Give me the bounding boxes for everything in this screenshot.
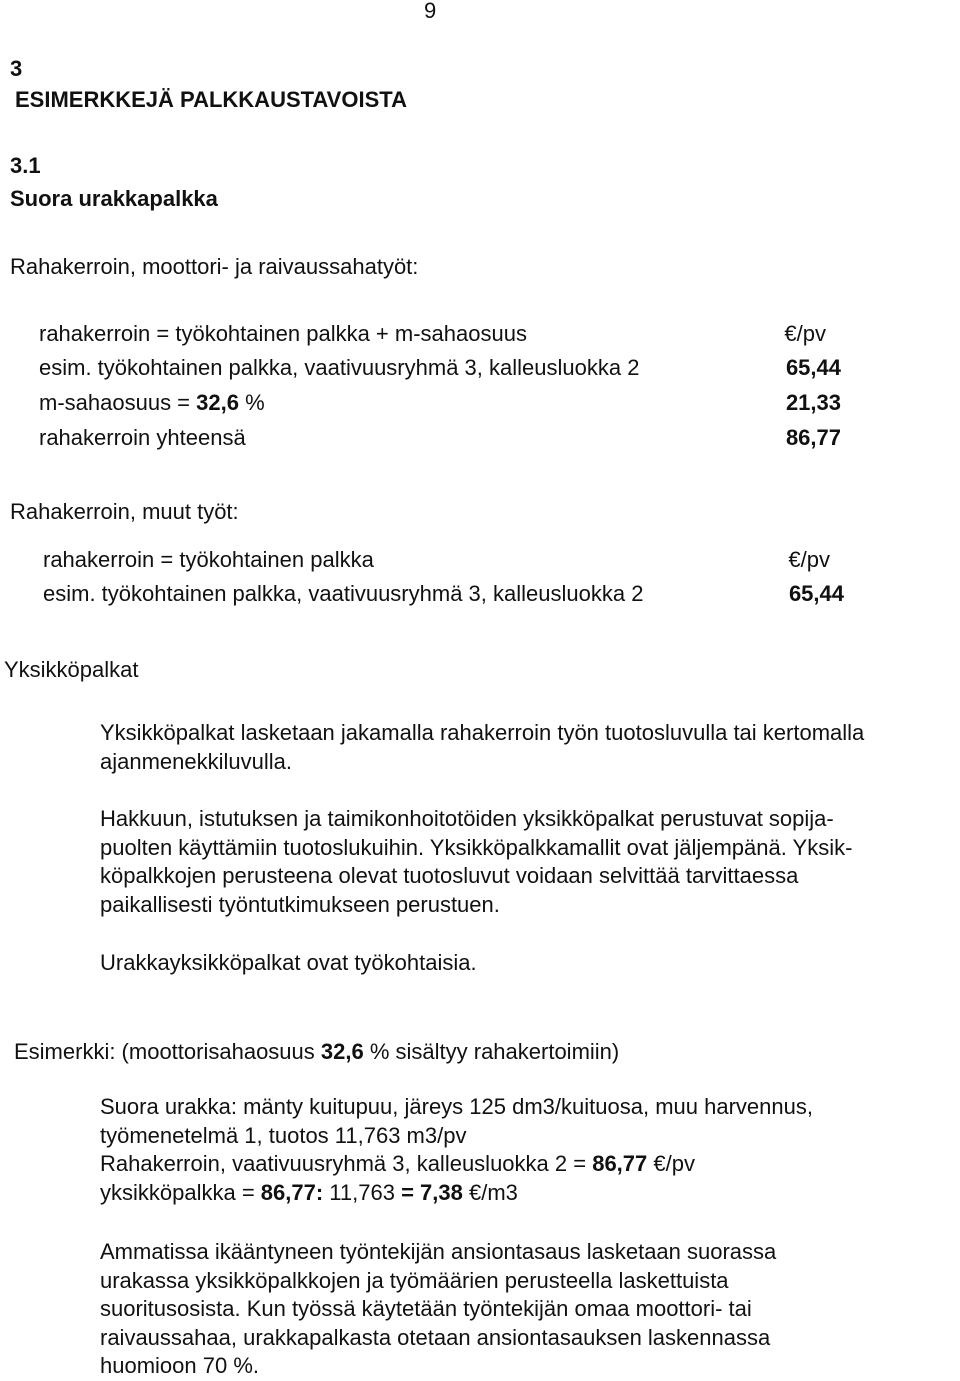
example-heading-post: % sisältyy rahakertoimiin) <box>363 1039 620 1064</box>
block2-row-value: €/pv <box>788 547 830 572</box>
block1-row-label-post: % <box>238 390 265 415</box>
chapter-title: ESIMERKKEJÄ PALKKAUSTAVOISTA <box>15 87 407 112</box>
example-body <box>100 1093 813 1207</box>
unit-prices-heading: Yksikköpalkat <box>4 657 139 682</box>
seniority-paragraph <box>100 1238 776 1381</box>
paragraph-line: Ammatissa ikääntyneen työntekijän ansiontasaus lasketaan suorassa <box>100 1239 777 1264</box>
example-line-3 <box>100 1150 813 1179</box>
example-line-4-post: €/m3 <box>462 1179 518 1205</box>
paragraph-line: urakassa yksikköpalkkojen ja työmäärien perusteella laskettuista <box>100 1267 729 1293</box>
example-line-4-bold-2: = 7,38 <box>401 1179 463 1205</box>
example-line-3-pre: Rahakerroin, vaativuusryhmä 3, kalleusluokka 2 = <box>100 1151 593 1176</box>
example-heading <box>14 1039 619 1065</box>
paragraph-line: suoritusosista. Kun työssä käytetään työntekijän omaa moottori- tai <box>100 1296 752 1321</box>
example-line-4-pre: yksikköpalkka = <box>100 1179 261 1205</box>
example-heading-pre: Esimerkki: (moottorisahaosuus <box>14 1039 321 1064</box>
example-line-1: Suora urakka: mänty kuitupuu, järeys 125 dm3/kuituosa, muu harvennus, <box>100 1094 813 1119</box>
block1-row-label-pre: m-sahaosuus = <box>39 390 197 415</box>
chapter-number: 3 <box>10 56 23 81</box>
example-line-2: työmenetelmä 1, tuotos 11,763 m3/pv <box>100 1122 467 1148</box>
example-heading-bold: 32,6 <box>320 1039 364 1064</box>
unit-prices-paragraph-2 <box>100 805 852 919</box>
block1-heading: Rahakerroin, moottori- ja raivaussahatyöt: <box>10 254 419 279</box>
block2-row-label: rahakerroin = työkohtainen palkka <box>43 547 374 572</box>
paragraph-line: raivaussahaa, urakkapalkasta otetaan ansiontasauksen laskennassa <box>100 1324 771 1350</box>
paragraph-line: paikallisesti työntutkimukseen perustuen. <box>100 891 500 917</box>
block1-row-value: 21,33 <box>785 390 841 415</box>
block1-row-value: €/pv <box>784 321 826 346</box>
section-title: Suora urakkapalkka <box>10 186 218 211</box>
example-line-4 <box>100 1179 813 1208</box>
page-number: 9 <box>424 0 437 23</box>
example-line-4-bold-1: 86,77: <box>260 1179 324 1205</box>
paragraph-line: ajanmenekkiluvulla. <box>100 748 292 774</box>
block1-row-value: 65,44 <box>785 355 841 380</box>
block2-row-label: esim. työkohtainen palkka, vaativuusryhmä 3, kalleusluokka 2 <box>43 581 644 606</box>
unit-prices-paragraph-1 <box>100 719 864 776</box>
block1-row-label <box>39 390 265 416</box>
block1-row-label: esim. työkohtainen palkka, vaativuusryhmä 3, kalleusluokka 2 <box>39 355 640 380</box>
section-number: 3.1 <box>10 153 41 178</box>
example-line-3-bold: 86,77 <box>592 1151 648 1176</box>
example-line-4-mid: 11,763 <box>323 1179 402 1205</box>
paragraph-line: Yksikköpalkat lasketaan jakamalla rahakerroin työn tuotosluvulla tai kertomalla <box>100 720 865 745</box>
example-line-3-post: €/pv <box>647 1151 695 1176</box>
paragraph-line: huomioon 70 %. <box>100 1353 259 1378</box>
block1-row-label-bold: 32,6 <box>196 390 239 415</box>
paragraph-line: Hakkuun, istutuksen ja taimikonhoitotöiden yksikköpalkat perustuvat sopija- <box>100 806 834 831</box>
block1-row-label: rahakerroin = työkohtainen palkka + m-sahaosuus <box>39 321 527 346</box>
block2-heading: Rahakerroin, muut työt: <box>10 499 239 524</box>
unit-prices-paragraph-3: Urakkayksikköpalkat ovat työkohtaisia. <box>100 950 477 975</box>
paragraph-line: puolten käyttämiin tuotoslukuihin. Yksikköpalkkamallit ovat jäljempänä. Yksik- <box>100 834 853 860</box>
block1-row-value: 86,77 <box>785 425 841 450</box>
paragraph-line: köpalkkojen perusteena olevat tuotosluvut voidaan selvittää tarvittaessa <box>100 863 799 888</box>
block1-row-label: rahakerroin yhteensä <box>39 425 246 450</box>
block2-row-value: 65,44 <box>788 581 844 606</box>
